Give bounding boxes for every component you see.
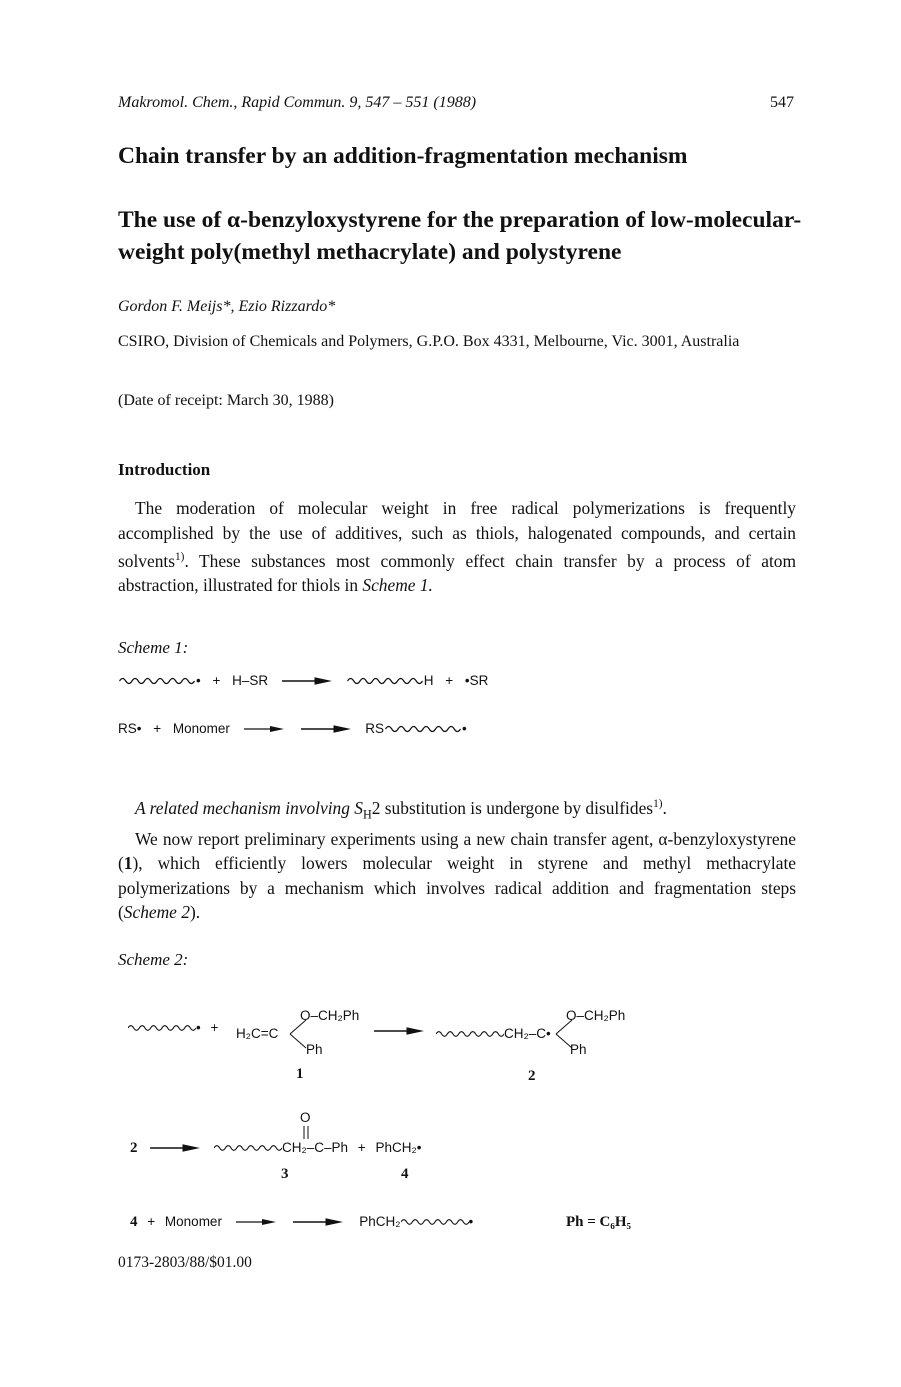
reference-1: 1) [175,551,185,563]
compound-label-4: 4 [130,1214,138,1230]
polymer-chain-icon [436,1029,504,1039]
ketone-product: CH₂–C–Ph [282,1140,349,1155]
radical-adduct-fragment: CH₂–C [504,1026,546,1041]
benzyloxy-group: O–CH₂Ph [566,1008,626,1023]
para2-line [118,792,796,827]
subscript-h: H [362,807,372,822]
scheme-1-label: Scheme 1: [118,638,189,657]
para1-text-b: . These substances most commonly effect chain transfer by a process of atom abstraction, illustrated for thiols in [118,550,796,596]
intro-paragraph-2 [118,792,796,925]
para3-block [118,827,796,925]
author-list: Gordon F. Meijs*, Ezio Rizzardo* [118,298,336,315]
compound-label-2: 2 [130,1140,138,1156]
benzyloxy-group: O–CH₂Ph [300,1008,360,1023]
intro-paragraph-1 [118,496,796,598]
para2-text-b: 2 substitution is undergone by disulfides [371,797,654,818]
thiyl-radical: •SR [464,673,489,688]
section-heading-introduction: Introduction [118,460,211,479]
scheme-2-ref: Scheme 2 [123,902,190,923]
plus-sign: + [445,673,454,688]
rs-chain-product: RS [365,721,384,736]
reference-1: 1) [653,798,663,810]
para3-text-a: We now report preliminary experiments using a new chain transfer agent, α-benzyloxystyrene ( [118,828,796,874]
plus-sign: + [153,721,162,736]
benzyl-radical: PhCH₂• [375,1140,422,1155]
page-number: 547 [770,94,794,111]
scheme-2-label: Scheme 2: [118,950,189,969]
compound-label-1: 1 [296,1066,304,1082]
plus-sign: + [210,1020,219,1035]
thiyl-radical: RS• [118,721,142,736]
compound-label-2: 2 [528,1068,536,1084]
radical-dot: • [196,1020,201,1035]
radical-dot: • [546,1026,551,1041]
para2-text-c: . [662,797,667,818]
reaction-arrow-icon [293,1217,343,1227]
reaction-arrow-icon [148,1143,202,1153]
phenyl-group: Ph [306,1042,323,1057]
article-title: Chain transfer by an addition-fragmentation mechanism [118,143,688,169]
polymer-chain-icon [214,1143,282,1153]
reaction-arrow-icon [244,724,284,734]
receipt-date: (Date of receipt: March 30, 1988) [118,392,334,409]
reaction-arrow-icon [372,1026,426,1036]
reaction-arrow-icon [301,724,351,734]
para3-text-b: ), which efficiently lowers molecular weight in styrene and methyl methacrylate polymerizations by a mechanism which involves radical addition and fragmentation steps ( [118,853,796,923]
journal-citation: Makromol. Chem., Rapid Commun. 9, 547 – 551 (1988) [118,94,477,111]
radical-dot: • [462,721,467,736]
para3-text-c: ). [189,902,201,923]
scheme-1-ref: Scheme 1. [362,575,433,596]
radical-dot: • [196,673,201,688]
monomer: Monomer [164,1214,222,1229]
para2-text-a: A related mechanism involving S [135,797,363,818]
scheme-2-reaction-3 [130,1214,473,1231]
plus-sign: + [212,673,221,688]
scheme-2-reaction-2 [118,1110,678,1190]
scheme-1-line-1 [118,673,488,688]
para1-text-a: The moderation of molecular weight in free radical polymerizations is frequently accomplished by the use of additives, such as thiols, halogenated compounds, and certain solvents [118,498,796,571]
polymer-chain-icon [128,1023,196,1033]
plus-sign: + [147,1214,156,1229]
thiol-reagent: H–SR [232,673,269,688]
alkene-fragment: H₂C=C [236,1026,279,1041]
scheme-2-reaction-1 [118,1000,678,1090]
footer-code: 0173-2803/88/$01.00 [118,1254,252,1271]
polymer-chain-icon [401,1217,469,1227]
compound-label-4: 4 [401,1166,409,1182]
compound-1-ref: 1 [123,853,133,874]
article-subtitle: The use of α-benzyloxystyrene for the preparation of low-molecular-weight poly(methyl methacrylate) and polystyrene [118,207,802,265]
double-bond [301,1126,311,1140]
reaction-arrow-icon [282,676,332,686]
benzyl-chain-product: PhCH₂ [359,1214,401,1229]
polymer-chain-icon [118,676,196,686]
compound-label-3: 3 [281,1166,289,1182]
phenyl-definition: Ph = C₆H₅ [566,1214,632,1230]
affiliation: CSIRO, Division of Chemicals and Polymers, G.P.O. Box 4331, Melbourne, Vic. 3001, Australia [118,333,740,350]
polymer-chain-icon [346,676,424,686]
plus-sign: + [357,1140,366,1155]
carbonyl-oxygen: O [300,1110,311,1125]
radical-dot: • [468,1214,474,1229]
scheme-1-line-2 [118,721,467,736]
chain-h-product: H [423,673,434,688]
reaction-arrow-icon [236,1217,276,1227]
monomer: Monomer [172,721,230,736]
polymer-chain-icon [384,724,462,734]
phenyl-group: Ph [570,1042,587,1057]
